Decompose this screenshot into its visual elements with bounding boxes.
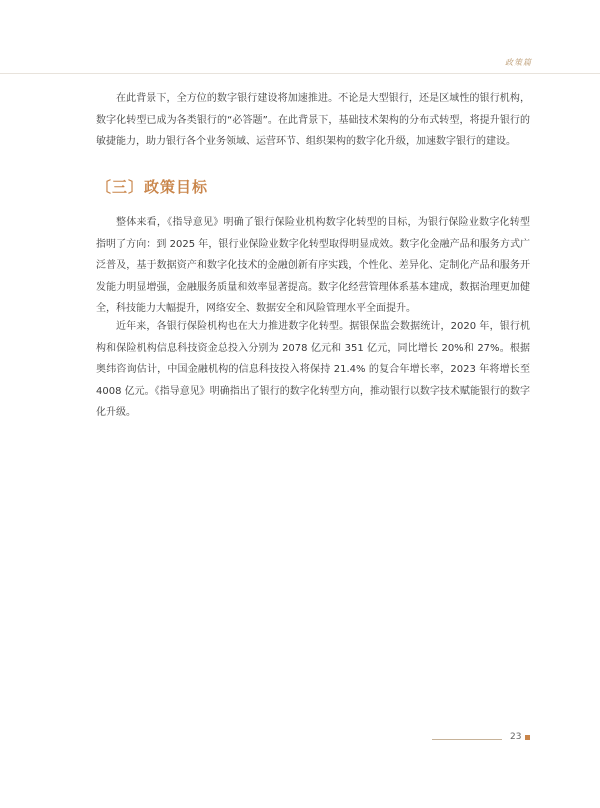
footer-divider [432,739,502,740]
header-divider [0,73,600,74]
paragraph-investment: 近年来，各银行保险机构也在大力推进数字化转型。据银保监会数据统计，2020 年，银行机构和保险机构信息科技资金总投入分别为 2078 亿元和 351 亿元，同比增长 20%和 27%。根据奥纬咨询估计，中国金融机构的信息科技投入将保持 21.4% 的复合年增长率，2023 年将增长至 4008 亿元。《指导意见》明确指出了银行的数字化转型方向，推动银行以数字技术赋能银行的数字化升级。 [96,321,530,418]
header-section-label: 政策篇 [505,58,532,67]
section-title: 〔三〕政策目标 [96,178,209,196]
paragraph-goals: 整体来看，《指导意见》明确了银行保险业机构数字化转型的目标，为银行保险业数字化转型指明了方向：到 2025 年，银行业保险业数字化转型取得明显成效。数字化金融产品和服务方式广泛普及，基于数据资产和数字化技术的金融创新有序实践，个性化、差异化、定制化产品和服务开发能力明显增强，金融服务质量和效率显著提高。数字化经营管理体系基本建成，数据治理更加健全，科技能力大幅提升，网络安全、数据安全和风险管理水平全面提升。 [96,217,530,314]
page-number: 23 [510,732,522,742]
page-marker-square-icon [525,735,530,740]
paragraph-background: 在此背景下，全方位的数字银行建设将加速推进。不论是大型银行，还是区域性的银行机构，数字化转型已成为各类银行的“必答题”。在此背景下，基础技术架构的分布式转型，将提升银行的敏捷能力，助力银行各个业务领域、运营环节、组织架构的数字化升级，加速数字银行的建设。 [96,93,530,147]
